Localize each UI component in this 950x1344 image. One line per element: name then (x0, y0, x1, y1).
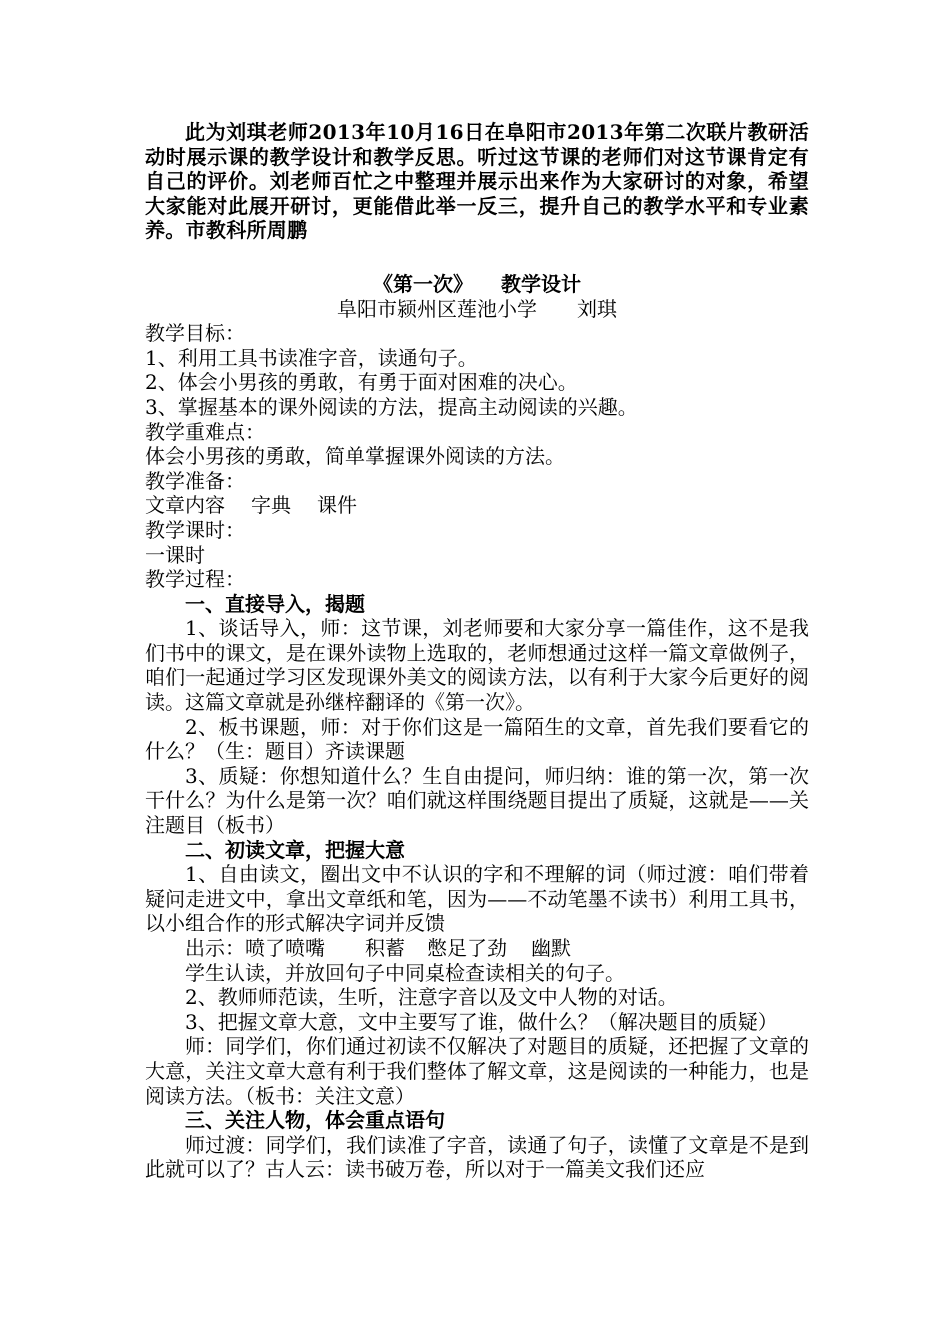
vocabulary-line (145, 936, 809, 961)
show-label: 出示： (185, 936, 245, 960)
goal-item: 2、体会小男孩的勇敢，有勇于面对困难的决心。 (145, 370, 578, 395)
process-heading: 教学过程： (145, 567, 245, 592)
paragraph: 3、质疑：你想知道什么？生自由提问，师归纳：谁的第一次，第一次干什么？为什么是第一次？咱们就这样围绕题目提出了质疑，这就是——关注题目（板书） (145, 763, 809, 838)
lesson-name: 《第一次》 (373, 271, 473, 296)
vocab-word: 喷了喷嘴 (245, 936, 325, 960)
section-heading: 三、关注人物，体会重点语句 (185, 1108, 445, 1133)
duration-text: 一课时 (145, 542, 205, 567)
preparation-item: 课件 (317, 493, 357, 518)
preparation-item: 字典 (251, 493, 291, 518)
paragraph: 3、把握文章大意，文中主要写了谁，做什么？（解决题目的质疑） (185, 1009, 778, 1034)
paragraph: 1、自由读文，圈出文中不认识的字和不理解的词（师过渡：咱们带着疑问走进文中，拿出文章纸和笔，因为——不动笔墨不读书）利用工具书，以小组合作的形式解决字词并反馈 (145, 862, 809, 936)
intro-note: 此为刘琪老师2013年10月16日在阜阳市2013年第二次联片教研活动时展示课的教学设计和教学反思。听过这节课的老师们对这节课肯定有自己的评价。刘老师百忙之中整理并展示出来作为大家研讨的对象，希望大家能对此展开研讨，更能借此举一反三，提升自己的教学水平和专业素养。市教科所周鹏 (145, 120, 809, 243)
preparation-item: 文章内容 (145, 493, 225, 518)
duration-heading: 教学课时： (145, 517, 245, 542)
preparation-items (145, 493, 809, 518)
author-school: 阜阳市颍州区莲池小学 (337, 296, 537, 321)
paragraph: 师过渡：同学们，我们读准了字音，读通了句子，读懂了文章是不是到此就可以了？古人云：读书破万卷，所以对于一篇美文我们还应 (145, 1132, 809, 1182)
section-heading: 一、直接导入，揭题 (185, 591, 365, 616)
vocab-word: 憋足了劲 (427, 936, 507, 960)
author-name: 刘琪 (577, 296, 617, 321)
key-points-heading: 教学重难点： (145, 419, 265, 444)
preparation-heading: 教学准备： (145, 468, 245, 493)
paragraph: 1、谈话导入，师：这节课，刘老师要和大家分享一篇佳作，这不是我们书中的课文，是在课外读物上选取的，老师想通过这样一篇文章做例子，咱们一起通过学习区发现课外美文的阅读方法，以有利于大家今后更好的阅读。这篇文章就是孙继梓翻译的《第一次》。 (145, 616, 809, 715)
goal-item: 3、掌握基本的课外阅读的方法，提高主动阅读的兴趣。 (145, 394, 638, 419)
paragraph: 2、教师师范读，生听，注意字音以及文中人物的对话。 (185, 985, 678, 1010)
paragraph: 师：同学们，你们通过初读不仅解决了对题目的质疑，还把握了文章的大意，关注文章大意有利于我们整体了解文章，这是阅读的一种能力，也是阅读方法。（板书：关注文意） (145, 1034, 809, 1108)
lesson-title-label: 教学设计 (501, 271, 581, 296)
goal-item: 1、利用工具书读准字音，读通句子。 (145, 345, 478, 370)
lesson-title (145, 272, 809, 297)
paragraph: 学生认读，并放回句子中同桌检查读相关的句子。 (185, 960, 625, 985)
section-heading: 二、初读文章，把握大意 (185, 837, 405, 862)
vocab-word: 幽默 (531, 936, 571, 960)
vocab-word: 积蓄 (365, 936, 405, 960)
document-page (145, 120, 809, 1182)
author-line (145, 297, 809, 322)
key-points-text: 体会小男孩的勇敢，简单掌握课外阅读的方法。 (145, 444, 565, 469)
goals-heading: 教学目标： (145, 321, 245, 346)
paragraph: 2、板书课题，师：对于你们这是一篇陌生的文章，首先我们要看它的什么？（生：题目）齐读课题 (145, 714, 809, 764)
